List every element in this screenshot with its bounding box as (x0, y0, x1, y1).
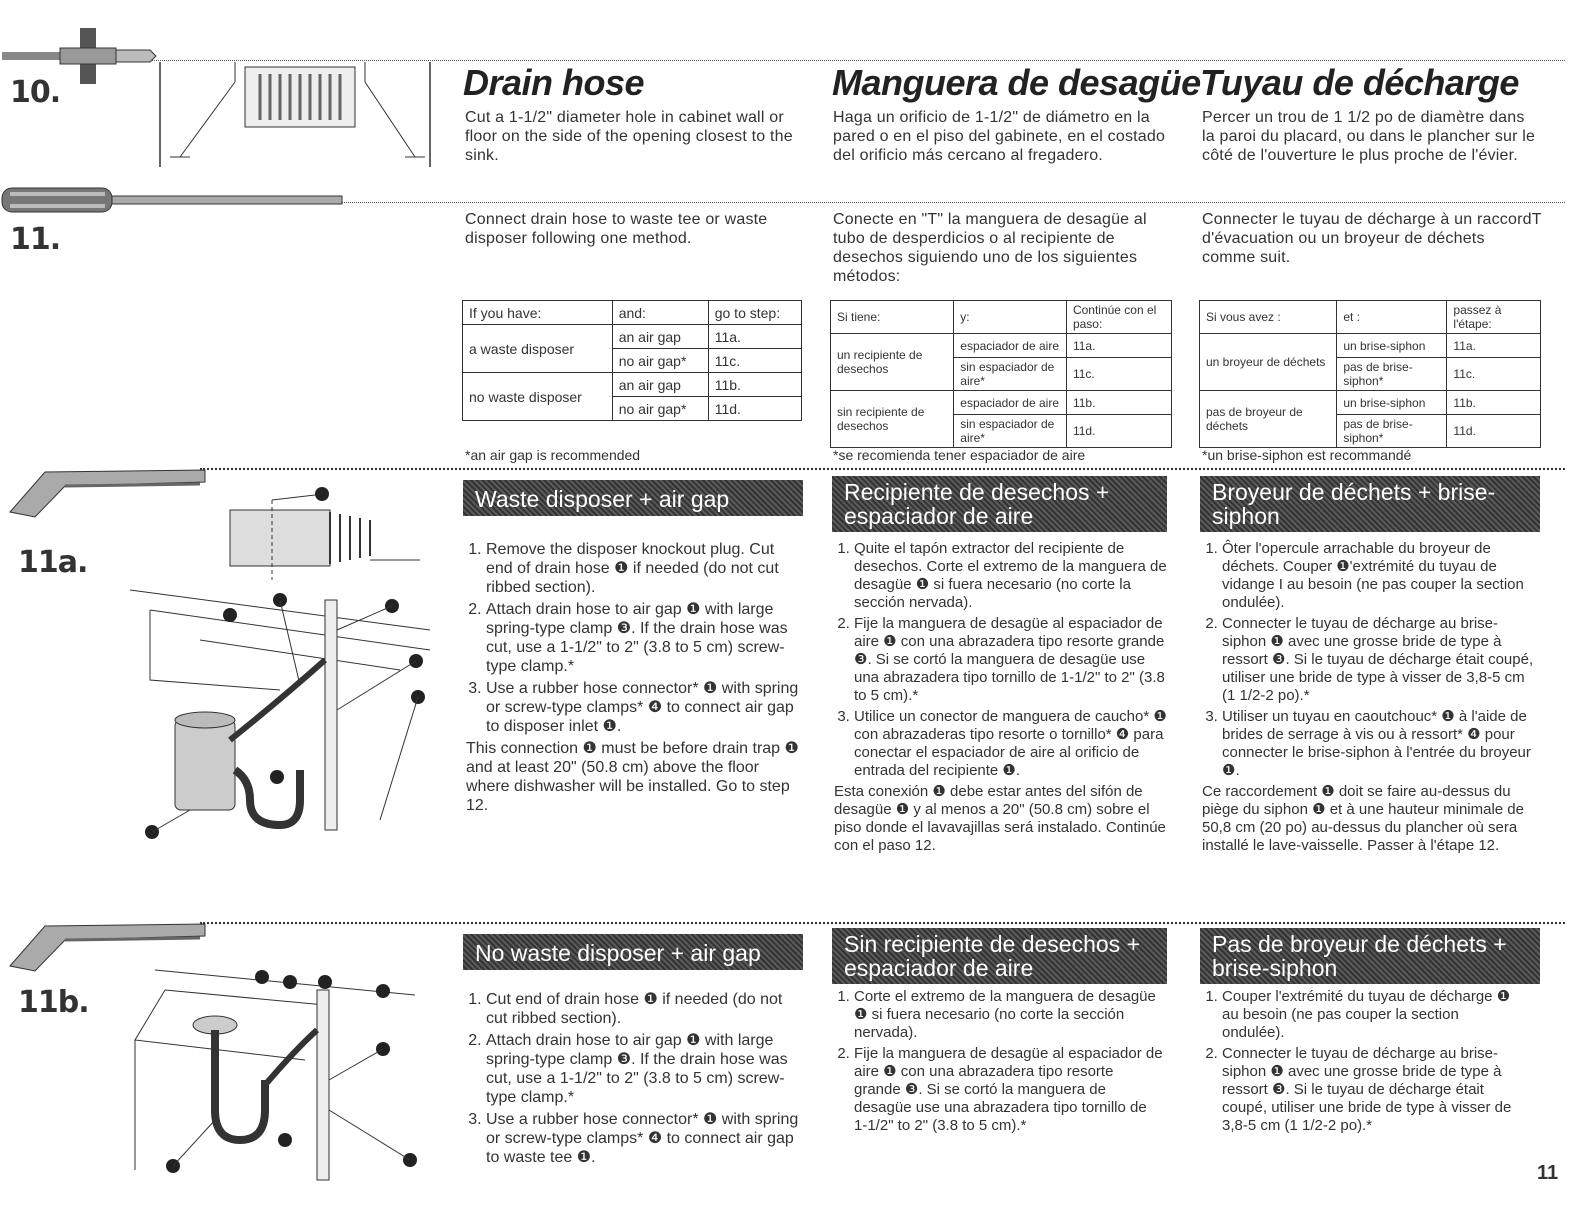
table-header: If you have: (463, 301, 613, 325)
list-item: 2. Connecter le tuyau de décharge au brise-siphon ❶ avec une grosse bride de type à ressort ❸. Si le tuyau de décharge était coupé, utiliser une bride de type à visser de 3,8-5 cm (1 1/2-2 po).* (1222, 1045, 1522, 1135)
step-11-number: 11. (10, 222, 61, 257)
table-group: un broyeur de déchets (1200, 334, 1337, 391)
step-11a-fr-body (1202, 540, 1542, 855)
step-10-text-fr: Percer un trou de 1 1/2 po de diamètre dans la paroi du placard, ou dans le plancher sur le côté de l'ouverture le plus proche de l'évier. (1202, 109, 1536, 164)
step-11a-en-closing: This connection ❶ must be before drain trap ❶ and at least 20" (50.8 cm) above the floor where dishwasher will be installed. Go to step 12. (466, 740, 799, 814)
table-header: Continúe con el paso: (1066, 301, 1171, 334)
step-11b-fr-body (1202, 988, 1522, 1138)
table-cell: 11c. (1066, 358, 1171, 391)
banner-11a-en: Waste disposer + air gap (463, 480, 803, 516)
list-item: 3. Utilice un conector de manguera de caucho* ❶ con abrazaderas tipo resorte o tornillo* ❹ para conectar el espaciador de aire al orificio de entrada del recipiente ❶. (854, 708, 1174, 780)
banner-11b-fr: Pas de broyeur de déchets + brise-siphon (1200, 928, 1540, 984)
step-11a-number: 11a. (18, 545, 88, 580)
table-group: pas de broyeur de déchets (1200, 391, 1337, 448)
step-11a-es-body (834, 540, 1174, 855)
step-10-illustration (150, 62, 440, 182)
list-item: 1. Couper l'extrémité du tuyau de décharge ❶ au besoin (ne pas couper la section ondulée). (1222, 988, 1522, 1042)
banner-11b-en: No waste disposer + air gap (463, 934, 803, 970)
table-cell: un brise-siphon (1337, 334, 1447, 358)
banner-11a-es: Recipiente de desechos + espaciador de aire (832, 476, 1167, 532)
method-table-en (462, 300, 802, 421)
step-11b-illustration (125, 960, 425, 1185)
table-cell: 11b. (708, 373, 801, 397)
table-group: no waste disposer (463, 373, 613, 421)
list-item: 3. Utiliser un tuyau en caoutchouc* ❶ à l'aide de brides de serrage à vis ou à ressort* ❹ pour connecter le brise-siphon à l'entrée du broyeur ❶. (1222, 708, 1542, 780)
step-11-text-es: Conecte en "T" la manguera de desagüe al tubo de desperdicios o al recipiente de desechos siguiendo uno de los siguientes métodos: (833, 211, 1147, 285)
table-cell: sin espaciador de aire* (954, 358, 1067, 391)
table-note-en: *an air gap is recommended (465, 447, 641, 463)
screwdriver-icon (0, 180, 360, 220)
step-11-text-en: Connect drain hose to waste tee or waste disposer following one method. (465, 211, 768, 247)
title-fr: Tuyau de décharge (1200, 62, 1519, 103)
table-cell: un brise-siphon (1337, 391, 1447, 415)
list-item: 2. Fije la manguera de desagüe al espaciador de aire ❶ con una abrazadera tipo resorte grande ❸. Si se cortó la manguera de desagüe use una abrazadera tipo tornillo de 1-1/2" to 2" (3.8 to 5 cm).* (854, 615, 1174, 705)
table-group: un recipiente de desechos (831, 334, 954, 391)
table-cell: espaciador de aire (954, 391, 1067, 415)
table-header: y: (954, 301, 1067, 334)
step-11a-illustration (130, 480, 445, 850)
step-10-text-en: Cut a 1-1/2" diameter hole in cabinet wall or floor on the side of the opening closest to the sink. (465, 109, 793, 164)
list-item: 3. Use a rubber hose connector* ❶ with spring or screw-type clamps* ❹ to connect air gap to waste tee ❶. (486, 1110, 802, 1167)
table-cell: 11b. (1447, 391, 1541, 415)
table-note-es: *se recomienda tener espaciador de aire (833, 447, 1086, 463)
table-header: Si tiene: (831, 301, 954, 334)
table-cell: 11d. (1066, 415, 1171, 448)
page-number: 11 (1537, 1162, 1559, 1184)
title-es: Manguera de desagüe (832, 62, 1201, 103)
step-10-text-es: Haga un orificio de 1-1/2" de diámetro en la pared o en el piso del gabinete, en el costado del orificio más cercano al fregadero. (833, 109, 1166, 164)
table-cell: no air gap* (612, 349, 708, 373)
banner-11b-es: Sin recipiente de desechos + espaciador de aire (832, 928, 1167, 984)
step-11a-es-closing: Esta conexión ❶ debe estar antes del sifón de desagüe ❶ y al menos a 20" (50.8 cm) sobre el piso donde el lavavajillas será instalado. Continúe con el paso 12. (834, 783, 1166, 854)
table-cell: no air gap* (612, 397, 708, 421)
table-cell: sin espaciador de aire* (954, 415, 1067, 448)
table-cell: 11d. (1447, 415, 1541, 448)
list-item: 2. Attach drain hose to air gap ❶ with large spring-type clamp ❸. If the drain hose was cut, use a 1-1/2" to 2" (3.8 to 5 cm) screw-type clamp.* (486, 1031, 802, 1107)
step-11-text-fr: Connecter le tuyau de décharge à un raccordT d'évacuation ou un broyeur de déchets comme suit. (1202, 211, 1542, 266)
table-cell: 11a. (1447, 334, 1541, 358)
banner-11a-fr: Broyeur de déchets + brise-siphon (1200, 476, 1540, 532)
list-item: 1. Remove the disposer knockout plug. Cut end of drain hose ❶ if needed (do not cut ribbed section). (486, 540, 802, 597)
table-cell: 11b. (1066, 391, 1171, 415)
table-cell: pas de brise-siphon* (1337, 358, 1447, 391)
step-11a-en-body (466, 540, 802, 815)
table-cell: espaciador de aire (954, 334, 1067, 358)
method-table-es (830, 300, 1172, 448)
step-10-number: 10. (10, 75, 61, 110)
table-header: passez à l'étape: (1447, 301, 1541, 334)
list-item: 1. Ôter l'opercule arrachable du broyeur de déchets. Couper ❶'extrémité du tuyau de vidange I au besoin (ne pas couper la section ondulée). (1222, 540, 1542, 612)
step-11a-fr-closing: Ce raccordement ❶ doit se faire au-dessus du piège du siphon ❶ et à une hauteur minimale de 50,8 cm (20 po) au-dessus du plancher où sera installé le lave-vaisselle. Passer à l'étape 12. (1202, 783, 1524, 854)
list-item: 2. Attach drain hose to air gap ❶ with large spring-type clamp ❸. If the drain hose was cut, use a 1-1/2" to 2" (3.8 to 5 cm) screw-type clamp.* (486, 600, 802, 676)
step-11b-number: 11b. (18, 985, 89, 1020)
table-cell: 11c. (708, 349, 801, 373)
method-table-fr (1199, 300, 1541, 448)
list-item: 3. Use a rubber hose connector* ❶ with spring or screw-type clamps* ❹ to connect air gap to disposer inlet ❶. (486, 679, 802, 736)
step-11b-en-body (466, 990, 802, 1170)
table-header: go to step: (708, 301, 801, 325)
step-11b-es-body (834, 988, 1164, 1138)
table-cell: pas de brise-siphon* (1337, 415, 1447, 448)
table-cell: 11a. (1066, 334, 1171, 358)
table-cell: an air gap (612, 373, 708, 397)
table-group: sin recipiente de desechos (831, 391, 954, 448)
list-item: 1. Cut end of drain hose ❶ if needed (do not cut ribbed section). (486, 990, 802, 1028)
table-header: and: (612, 301, 708, 325)
title-en: Drain hose (463, 62, 645, 103)
table-note-fr: *un brise-siphon est recommandé (1202, 447, 1412, 463)
table-header: et : (1337, 301, 1447, 334)
table-cell: 11d. (708, 397, 801, 421)
list-item: 2. Fije la manguera de desagüe al espaciador de aire ❶ con una abrazadera tipo resorte grande ❸. Si se cortó la manguera de desagüe use una abrazadera tipo tornillo de 1-1/2" to 2" (3.8 to 5 cm).* (854, 1045, 1164, 1135)
list-item: 1. Corte el extremo de la manguera de desagüe ❶ si fuera necesario (no corte la sección nervada). (854, 988, 1164, 1042)
list-item: 2. Connecter le tuyau de décharge au brise-siphon ❶ avec une grosse bride de type à ressort ❸. Si le tuyau de décharge était coupé, utiliser une bride de type à visser de 3,8-5 cm (1 1/2-2 po).* (1222, 615, 1542, 705)
list-item: 1. Quite el tapón extractor del recipiente de desechos. Corte el extremo de la manguera de desagüe ❶ si fuera necesario (no corte la sección nervada). (854, 540, 1174, 612)
table-cell: an air gap (612, 325, 708, 349)
table-cell: 11a. (708, 325, 801, 349)
table-group: a waste disposer (463, 325, 613, 373)
table-header: Si vous avez : (1200, 301, 1337, 334)
table-cell: 11c. (1447, 358, 1541, 391)
